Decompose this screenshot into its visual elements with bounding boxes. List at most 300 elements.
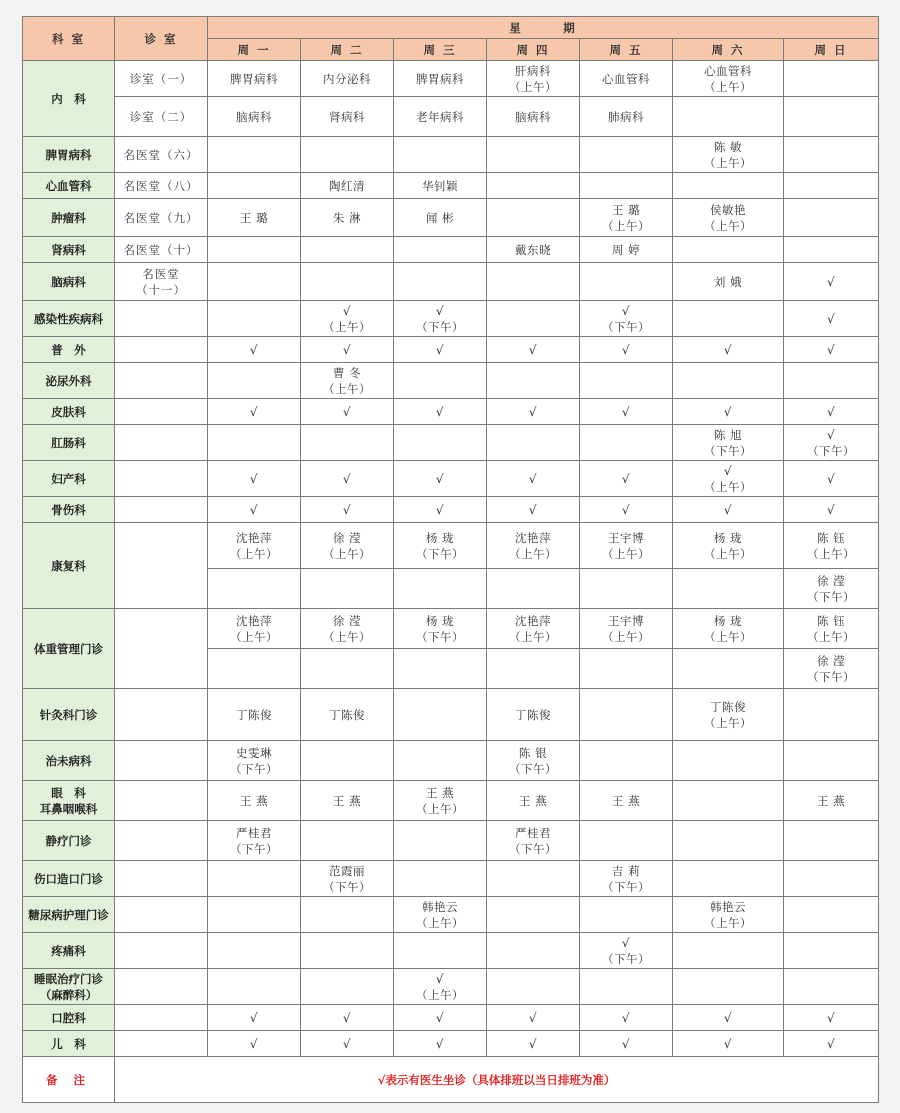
schedule-cell (784, 969, 879, 1005)
schedule-cell (784, 61, 879, 97)
dept-cell (23, 363, 115, 399)
check-mark-icon: √ (621, 471, 631, 486)
room-cell (115, 1005, 208, 1031)
dept-name: 静疗门诊 (45, 833, 92, 848)
room-cell (115, 461, 208, 497)
cell-text: 王 璐 (239, 210, 269, 225)
schedule-cell (394, 137, 487, 173)
cell-time: （上午） (602, 629, 650, 644)
cell-text: 闻 彬 (425, 210, 455, 225)
schedule-cell (394, 897, 487, 933)
cell-text: 王 燕 (816, 793, 846, 808)
table-row (23, 741, 879, 781)
schedule-cell (394, 609, 487, 649)
dept-cell (23, 425, 115, 461)
check-mark-icon: √ (435, 342, 445, 357)
schedule-cell (673, 523, 784, 569)
schedule-cell (487, 425, 580, 461)
cell-text: 侯敏艳 (710, 202, 746, 217)
dept-name: 伤口造口门诊 (34, 871, 103, 886)
check-mark-icon: √ (528, 404, 538, 419)
cell-text: 沈艳萍 (515, 530, 551, 545)
schedule-cell (208, 933, 301, 969)
check-mark-icon: √ (249, 342, 259, 357)
schedule-cell (580, 301, 673, 337)
room-cell (115, 137, 208, 173)
cell-text: 沈艳萍 (515, 613, 551, 628)
cell-time: （上午） (416, 987, 464, 1002)
check-mark-icon: √ (826, 1036, 836, 1051)
schedule-cell (580, 969, 673, 1005)
cell-text: 陈 银 (518, 745, 548, 760)
schedule-cell (580, 173, 673, 199)
cell-time: （下午） (602, 319, 650, 334)
cell-time: （上午） (704, 218, 752, 233)
schedule-cell (208, 425, 301, 461)
schedule-cell (301, 523, 394, 569)
schedule-cell (673, 173, 784, 199)
schedule-cell (301, 363, 394, 399)
schedule-cell (394, 1031, 487, 1057)
cell-time: （上午） (704, 79, 752, 94)
check-mark-icon: √ (249, 502, 259, 517)
schedule-cell (487, 781, 580, 821)
schedule-cell (208, 861, 301, 897)
dept-name: 糖尿病护理门诊 (28, 907, 109, 922)
cell-time: （下午） (509, 841, 557, 856)
schedule-cell (487, 609, 580, 649)
schedule-cell (208, 1005, 301, 1031)
table-row (23, 1031, 879, 1057)
schedule-cell (580, 497, 673, 523)
room-cell (115, 933, 208, 969)
dept-name: 针灸科门诊 (39, 707, 98, 722)
schedule-cell (208, 263, 301, 301)
cell-time: （上午） (602, 218, 650, 233)
schedule-cell (580, 741, 673, 781)
cell-time: （上午） (323, 629, 371, 644)
schedule-cell (673, 821, 784, 861)
check-mark-icon: √ (621, 404, 631, 419)
schedule-cell (673, 861, 784, 897)
check-mark-icon: √ (342, 1010, 352, 1025)
schedule-cell (784, 173, 879, 199)
table-row (23, 821, 879, 861)
schedule-cell (208, 137, 301, 173)
room-name: 名医堂（九） (123, 210, 199, 225)
table-row (23, 969, 879, 1005)
header-day: 周 三 (394, 39, 487, 61)
schedule-cell (301, 237, 394, 263)
cell-text: 史雯琳 (236, 745, 272, 760)
room-cell (115, 237, 208, 263)
schedule-cell (394, 861, 487, 897)
schedule-cell (301, 1031, 394, 1057)
check-mark-icon: √ (342, 502, 352, 517)
schedule-cell (394, 399, 487, 425)
schedule-cell (673, 897, 784, 933)
cell-text: 华钊颖 (422, 178, 458, 193)
schedule-cell (673, 649, 784, 689)
schedule-cell (580, 1031, 673, 1057)
schedule-cell (208, 363, 301, 399)
cell-time: （上午） (807, 629, 856, 644)
dept-cell (23, 1005, 115, 1031)
dept-cell (23, 173, 115, 199)
schedule-cell (208, 781, 301, 821)
schedule-cell (487, 461, 580, 497)
schedule-cell (673, 199, 784, 237)
dept-cell (23, 1031, 115, 1057)
check-mark-icon: √ (528, 502, 538, 517)
schedule-cell (487, 821, 580, 861)
schedule-cell (784, 263, 879, 301)
cell-text: 肝病科 (515, 63, 551, 78)
schedule-cell (394, 821, 487, 861)
schedule-cell (487, 301, 580, 337)
check-mark-icon: √ (826, 311, 836, 326)
schedule-cell (673, 425, 784, 461)
schedule-cell (673, 61, 784, 97)
header-day: 周 一 (208, 39, 301, 61)
schedule-cell (208, 1031, 301, 1057)
check-mark-icon: √ (342, 342, 352, 357)
schedule-cell (301, 821, 394, 861)
cell-time: （下午） (416, 546, 464, 561)
schedule-cell (580, 137, 673, 173)
schedule-cell (301, 781, 394, 821)
check-mark-icon: √ (528, 1010, 538, 1025)
cell-text: 老年病科 (416, 109, 464, 124)
dept-cell (23, 263, 115, 301)
cell-text: 陈 钰 (816, 613, 846, 628)
schedule-cell (487, 237, 580, 263)
header-day: 周 二 (301, 39, 394, 61)
cell-time: （下午） (416, 319, 464, 334)
cell-text: 韩艳云 (710, 899, 746, 914)
dept-name: 治未病科 (45, 753, 92, 768)
schedule-cell (784, 337, 879, 363)
check-mark-icon: √ (723, 1010, 733, 1025)
schedule-cell (673, 609, 784, 649)
schedule-cell (673, 237, 784, 263)
schedule-cell (487, 61, 580, 97)
cell-time: （下午） (416, 629, 464, 644)
dept-name: 脾胃病科 (45, 147, 92, 162)
cell-text: 范霞丽 (329, 863, 365, 878)
schedule-cell (208, 337, 301, 363)
schedule-cell (301, 741, 394, 781)
cell-text: 肾病科 (329, 109, 365, 124)
note-text: √表示有医生坐诊（具体排班以当日排班为准） (115, 1057, 879, 1103)
room-cell (115, 741, 208, 781)
check-mark-icon: √ (621, 935, 631, 950)
dept-name: 睡眠治疗门诊 (34, 971, 103, 986)
schedule-cell (673, 1031, 784, 1057)
schedule-cell (394, 199, 487, 237)
room-cell (115, 969, 208, 1005)
schedule-cell (487, 173, 580, 199)
dept-name: 脑病科 (51, 274, 86, 289)
schedule-cell (673, 741, 784, 781)
room-cell (115, 263, 208, 301)
cell-text: 沈艳萍 (236, 530, 272, 545)
cell-text: 脑病科 (236, 109, 272, 124)
schedule-cell (394, 337, 487, 363)
cell-text: 周 婷 (611, 242, 641, 257)
schedule-cell (487, 263, 580, 301)
check-mark-icon: √ (435, 404, 445, 419)
schedule-cell (301, 1005, 394, 1031)
schedule-cell (487, 523, 580, 569)
dept-cell (23, 781, 115, 821)
room-name-line2: （十一） (136, 282, 186, 297)
table-row (23, 497, 879, 523)
schedule-cell (487, 1031, 580, 1057)
dept-cell (23, 933, 115, 969)
schedule-cell (301, 569, 394, 609)
check-mark-icon: √ (723, 1036, 733, 1051)
dept-name: 体重管理门诊 (34, 641, 103, 656)
check-mark-icon: √ (435, 471, 445, 486)
schedule-cell (487, 933, 580, 969)
schedule-cell (208, 237, 301, 263)
check-mark-icon: √ (826, 342, 836, 357)
check-mark-icon: √ (826, 502, 836, 517)
schedule-cell (784, 363, 879, 399)
note-row (23, 1057, 879, 1103)
room-cell (115, 425, 208, 461)
cell-text: 徐 滢 (332, 613, 362, 628)
check-mark-icon: √ (826, 1010, 836, 1025)
room-name: 名医堂（六） (123, 147, 199, 162)
dept-cell (23, 337, 115, 363)
check-mark-icon: √ (826, 274, 836, 289)
schedule-cell (301, 649, 394, 689)
cell-text: 杨 珑 (425, 613, 455, 628)
room-cell (115, 199, 208, 237)
check-mark-icon: √ (249, 471, 259, 486)
table-row (23, 861, 879, 897)
schedule-cell (784, 97, 879, 137)
dept-cell (23, 821, 115, 861)
schedule-cell (673, 301, 784, 337)
dept-name: 泌尿外科 (45, 373, 92, 388)
schedule-cell (784, 1031, 879, 1057)
table-row (23, 173, 879, 199)
schedule-cell (580, 649, 673, 689)
check-mark-icon: √ (826, 404, 836, 419)
dept-cell (23, 399, 115, 425)
cell-text: 脑病科 (515, 109, 551, 124)
room-cell (115, 337, 208, 363)
note-label: 备 注 (23, 1057, 115, 1103)
table-row (23, 237, 879, 263)
header-week: 星 期 (208, 17, 879, 39)
cell-time: （下午） (323, 879, 371, 894)
schedule-cell (301, 263, 394, 301)
schedule-cell (580, 399, 673, 425)
schedule-cell (487, 399, 580, 425)
cell-time: （上午） (323, 319, 371, 334)
room-cell (115, 363, 208, 399)
table-row (23, 137, 879, 173)
dept-cell (23, 61, 115, 137)
schedule-cell (301, 301, 394, 337)
cell-text: 严桂君 (515, 825, 551, 840)
schedule-cell (487, 137, 580, 173)
schedule-cell (394, 741, 487, 781)
schedule-cell (208, 497, 301, 523)
schedule-cell (208, 969, 301, 1005)
schedule-cell (208, 741, 301, 781)
schedule-cell (394, 569, 487, 609)
cell-time: （上午） (323, 546, 371, 561)
schedule-cell (784, 861, 879, 897)
schedule-cell (394, 689, 487, 741)
cell-time: （上午） (704, 629, 752, 644)
cell-time: （下午） (230, 841, 278, 856)
check-mark-icon: √ (621, 303, 631, 318)
schedule-cell (673, 97, 784, 137)
cell-text: 丁陈俊 (329, 707, 365, 722)
cell-time: （上午） (416, 915, 464, 930)
cell-time: （上午） (807, 546, 856, 561)
schedule-cell (487, 363, 580, 399)
room-cell (115, 97, 208, 137)
schedule-cell (673, 461, 784, 497)
schedule-cell (580, 933, 673, 969)
schedule-cell (394, 237, 487, 263)
schedule-cell (784, 569, 879, 609)
schedule-cell (580, 237, 673, 263)
room-cell (115, 301, 208, 337)
cell-text: 脾胃病科 (416, 71, 464, 86)
cell-text: 韩艳云 (422, 899, 458, 914)
cell-time: （上午） (704, 155, 752, 170)
header-day: 周 五 (580, 39, 673, 61)
check-mark-icon: √ (435, 502, 445, 517)
schedule-cell (301, 497, 394, 523)
schedule-cell (784, 821, 879, 861)
check-mark-icon: √ (723, 463, 733, 478)
cell-time: （上午） (323, 381, 371, 396)
dept-name-line2: 耳鼻咽喉科 (39, 801, 98, 816)
table-row (23, 199, 879, 237)
table-row (23, 399, 879, 425)
cell-text: 朱 淋 (332, 210, 362, 225)
schedule-cell (208, 569, 301, 609)
dept-cell (23, 861, 115, 897)
schedule-cell (301, 61, 394, 97)
schedule-cell (394, 497, 487, 523)
schedule-cell (784, 199, 879, 237)
cell-text: 脾胃病科 (230, 71, 278, 86)
cell-text: 丁陈俊 (515, 707, 551, 722)
schedule-cell (208, 301, 301, 337)
dept-cell (23, 897, 115, 933)
schedule-cell (673, 1005, 784, 1031)
cell-text: 王 燕 (518, 793, 548, 808)
table-row (23, 523, 879, 569)
table-row (23, 61, 879, 97)
schedule-cell (394, 363, 487, 399)
schedule-cell (208, 689, 301, 741)
header-dept: 科 室 (23, 17, 115, 61)
room-cell (115, 781, 208, 821)
dept-cell (23, 497, 115, 523)
schedule-cell (301, 461, 394, 497)
cell-text: 杨 珑 (425, 530, 455, 545)
check-mark-icon: √ (249, 1036, 259, 1051)
schedule-cell (580, 781, 673, 821)
schedule-cell (580, 97, 673, 137)
schedule-cell (784, 609, 879, 649)
dept-cell (23, 969, 115, 1005)
schedule-cell (580, 689, 673, 741)
schedule-cell (487, 497, 580, 523)
cell-time: （下午） (509, 761, 557, 776)
cell-time: （下午） (230, 761, 278, 776)
schedule-cell (580, 609, 673, 649)
dept-name: 肛肠科 (51, 435, 86, 450)
schedule-cell (394, 781, 487, 821)
check-mark-icon: √ (621, 1010, 631, 1025)
schedule-cell (487, 337, 580, 363)
schedule-cell (580, 425, 673, 461)
schedule-cell (784, 897, 879, 933)
cell-text: 丁陈俊 (236, 707, 272, 722)
schedule-cell (580, 61, 673, 97)
room-cell (115, 609, 208, 689)
cell-text: 杨 珑 (713, 613, 743, 628)
dept-name: 儿 科 (51, 1036, 86, 1051)
table-row (23, 689, 879, 741)
header-room: 诊 室 (115, 17, 208, 61)
cell-text: 曹 冬 (332, 365, 362, 380)
schedule-cell (208, 61, 301, 97)
check-mark-icon: √ (528, 471, 538, 486)
schedule-cell (301, 689, 394, 741)
cell-text: 戴东晓 (515, 242, 551, 257)
table-row (23, 301, 879, 337)
table-row (23, 897, 879, 933)
schedule-cell (208, 609, 301, 649)
header-day: 周 四 (487, 39, 580, 61)
check-mark-icon: √ (435, 971, 445, 986)
dept-name: 普 外 (51, 342, 86, 357)
cell-text: 杨 珑 (713, 530, 743, 545)
table-row (23, 97, 879, 137)
table-row (23, 461, 879, 497)
dept-name: 心血管科 (45, 178, 92, 193)
schedule-cell (784, 933, 879, 969)
schedule-cell (487, 969, 580, 1005)
check-mark-icon: √ (528, 1036, 538, 1051)
cell-text: 王 璐 (611, 202, 641, 217)
schedule-cell (580, 461, 673, 497)
cell-time: （下午） (807, 669, 856, 684)
cell-text: 徐 滢 (332, 530, 362, 545)
schedule-cell (394, 173, 487, 199)
schedule-cell (301, 933, 394, 969)
schedule-cell (580, 363, 673, 399)
dept-name: 疼痛科 (51, 943, 86, 958)
room-name: 名医堂（八） (123, 178, 199, 193)
schedule-cell (208, 523, 301, 569)
schedule-cell (394, 461, 487, 497)
schedule-cell (487, 649, 580, 689)
